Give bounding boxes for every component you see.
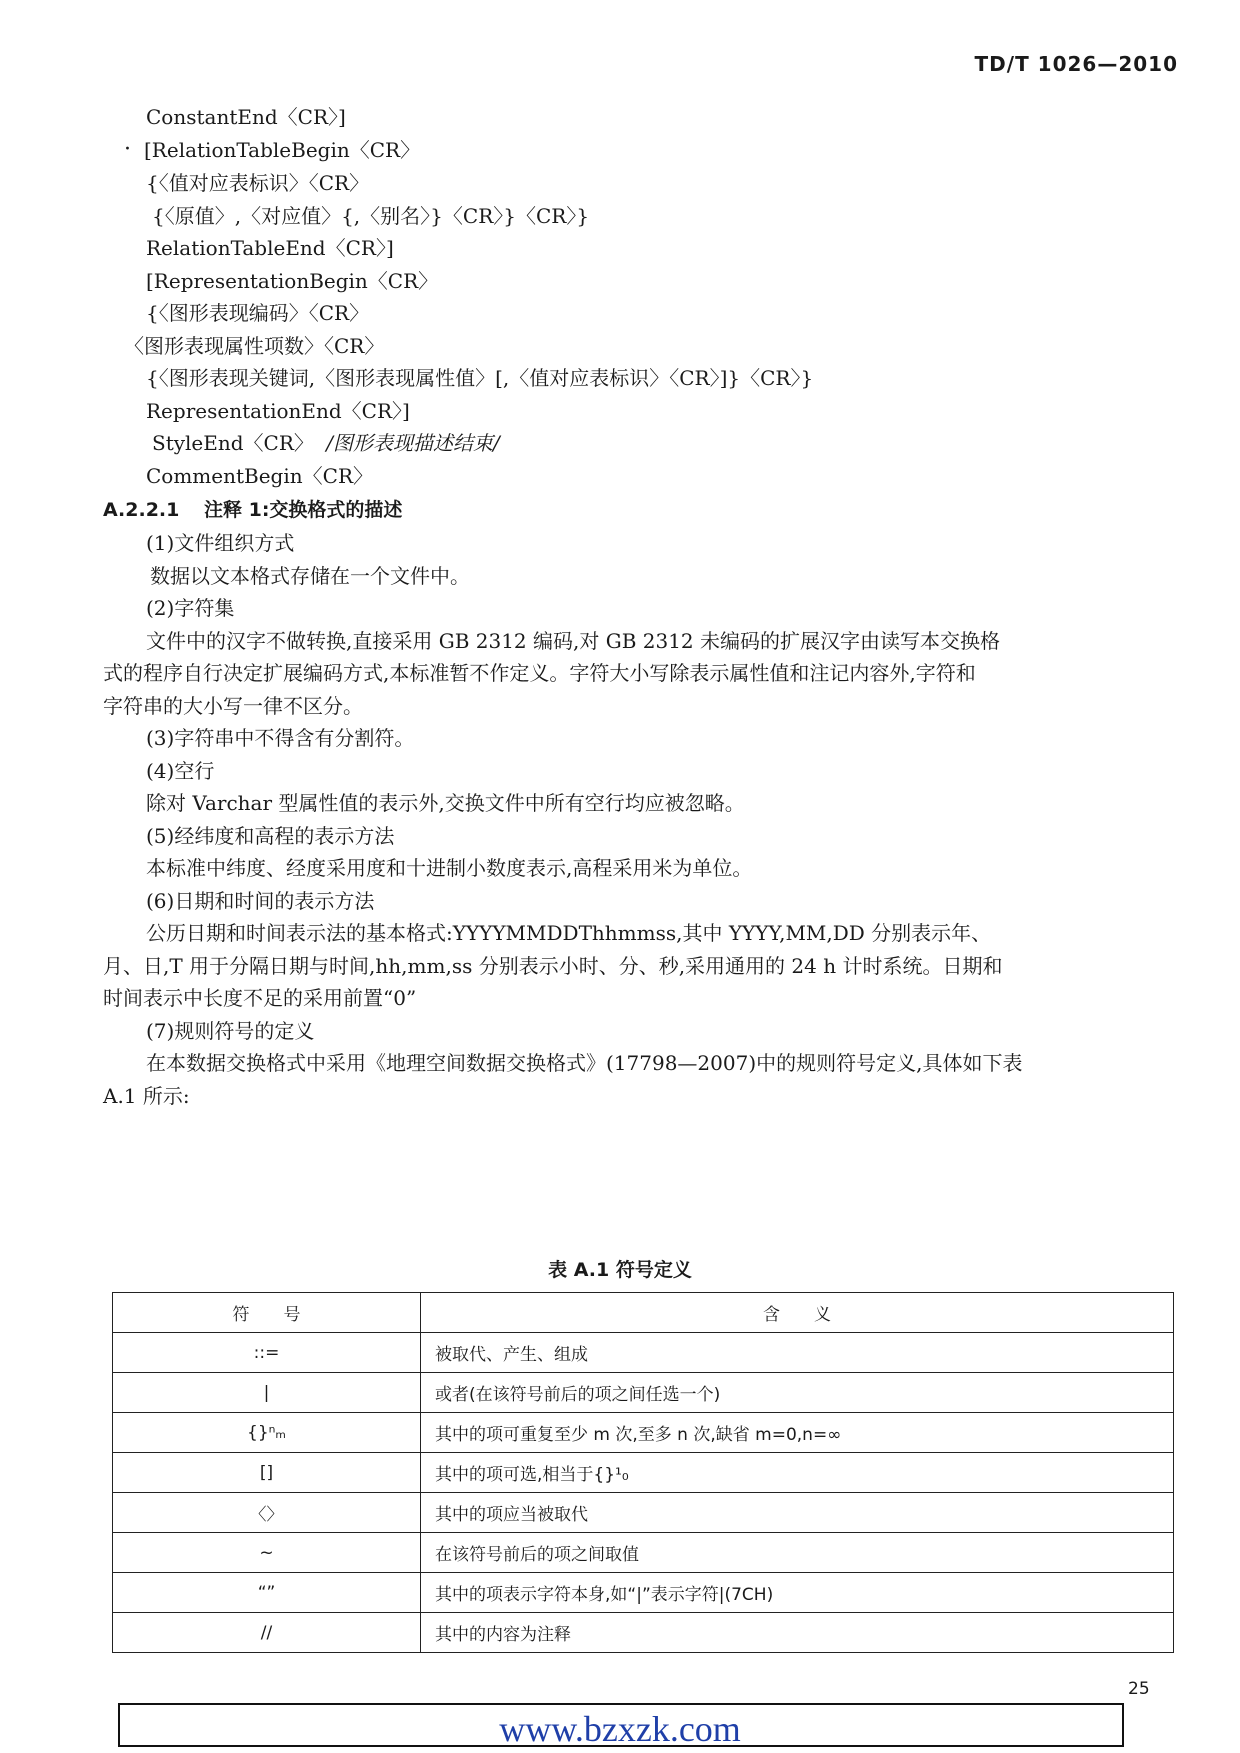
list-heading: (4)空行 bbox=[146, 759, 215, 783]
comment-begin-line: CommentBegin〈CR〉 bbox=[146, 464, 374, 488]
section-title: 注释 1:交换格式的描述 bbox=[204, 499, 403, 521]
section-number: A.2.2.1 bbox=[103, 499, 180, 521]
table-row bbox=[113, 1493, 1174, 1533]
code-line: ConstantEnd〈CR〉] bbox=[146, 105, 346, 129]
page-number: 25 bbox=[1128, 1679, 1150, 1699]
table-row bbox=[113, 1613, 1174, 1653]
style-end-code: StyleEnd〈CR〉 bbox=[152, 431, 314, 455]
code-line: 〈图形表现属性项数〉〈CR〉 bbox=[124, 334, 385, 358]
meaning-cell: 被取代、产生、组成 bbox=[421, 1333, 1174, 1373]
style-end-line bbox=[152, 430, 500, 456]
symbol-cell: “” bbox=[113, 1573, 421, 1613]
code-line: {〈图形表现编码〉〈CR〉 bbox=[146, 301, 370, 325]
code-line: {〈原值〉,〈对应值〉{,〈别名〉}〈CR〉}〈CR〉} bbox=[152, 204, 590, 228]
standard-number: TD/T 1026—2010 bbox=[974, 52, 1178, 76]
list-heading: (6)日期和时间的表示方法 bbox=[146, 889, 375, 913]
bullet-mark: · bbox=[124, 137, 131, 162]
list-heading: (7)规则符号的定义 bbox=[146, 1019, 315, 1043]
code-line: {〈值对应表标识〉〈CR〉 bbox=[146, 171, 370, 195]
table-row bbox=[113, 1533, 1174, 1573]
meaning-cell: 其中的项应当被取代 bbox=[421, 1493, 1174, 1533]
list-heading: (5)经纬度和高程的表示方法 bbox=[146, 824, 395, 848]
table-header-row bbox=[113, 1293, 1174, 1333]
symbol-cell: ::= bbox=[113, 1333, 421, 1373]
meaning-cell: 在该符号前后的项之间取值 bbox=[421, 1533, 1174, 1573]
code-line: RelationTableEnd〈CR〉] bbox=[146, 236, 394, 260]
table-row bbox=[113, 1413, 1174, 1453]
meaning-cell: 或者(在该符号前后的项之间任选一个) bbox=[421, 1373, 1174, 1413]
list-heading: (2)字符集 bbox=[146, 596, 235, 620]
code-line: [RepresentationBegin〈CR〉 bbox=[146, 269, 439, 293]
paragraph-line: 除对 Varchar 型属性值的表示外,交换文件中所有空行均应被忽略。 bbox=[146, 791, 745, 815]
code-line: [RelationTableBegin〈CR〉 bbox=[144, 138, 421, 162]
footer-url[interactable]: www.bzxzk.com bbox=[499, 1709, 741, 1749]
style-end-comment: /图形表现描述结束/ bbox=[326, 431, 500, 455]
table-row bbox=[113, 1573, 1174, 1613]
paragraph-line: 本标准中纬度、经度采用度和十进制小数度表示,高程采用米为单位。 bbox=[146, 856, 753, 880]
paragraph-line: A.1 所示: bbox=[103, 1084, 190, 1108]
paragraph-line: 月、日,T 用于分隔日期与时间,hh,mm,ss 分别表示小时、分、秒,采用通用的 24 h 计时系统。日期和 bbox=[103, 954, 1003, 978]
symbol-cell: [] bbox=[113, 1453, 421, 1493]
table-row bbox=[113, 1453, 1174, 1493]
meaning-cell: 其中的项可选,相当于{}¹₀ bbox=[421, 1453, 1174, 1493]
section-heading bbox=[103, 497, 402, 523]
paragraph-line: 字符串的大小写一律不区分。 bbox=[103, 694, 363, 718]
paragraph-line: 文件中的汉字不做转换,直接采用 GB 2312 编码,对 GB 2312 未编码的扩展汉字由读写本交换格 bbox=[146, 629, 1001, 653]
table-row bbox=[113, 1333, 1174, 1373]
column-header-meaning: 含 义 bbox=[421, 1293, 1174, 1333]
paragraph-line: 在本数据交换格式中采用《地理空间数据交换格式》(17798—2007)中的规则符号定义,具体如下表 bbox=[146, 1051, 1023, 1075]
meaning-cell: 其中的项可重复至少 m 次,至多 n 次,缺省 m=0,n=∞ bbox=[421, 1413, 1174, 1453]
meaning-cell: 其中的内容为注释 bbox=[421, 1613, 1174, 1653]
list-heading: (1)文件组织方式 bbox=[146, 531, 295, 555]
paragraph-line: 时间表示中长度不足的采用前置“0” bbox=[103, 986, 417, 1010]
code-line: RepresentationEnd〈CR〉] bbox=[146, 399, 410, 423]
paragraph-line: 式的程序自行决定扩展编码方式,本标准暂不作定义。字符大小写除表示属性值和注记内容外,字符和 bbox=[103, 661, 976, 685]
list-heading: (3)字符串中不得含有分割符。 bbox=[146, 726, 415, 750]
column-header-symbol: 符 号 bbox=[113, 1293, 421, 1333]
paragraph-line: 数据以文本格式存储在一个文件中。 bbox=[150, 564, 470, 588]
table-row bbox=[113, 1373, 1174, 1413]
symbol-cell: ~ bbox=[113, 1533, 421, 1573]
meaning-cell: 其中的项表示字符本身,如“|”表示字符|(7CH) bbox=[421, 1573, 1174, 1613]
symbol-cell: 〈〉 bbox=[113, 1493, 421, 1533]
symbol-cell: {}ⁿₘ bbox=[113, 1413, 421, 1453]
paragraph-line: 公历日期和时间表示法的基本格式:YYYYMMDDThhmmss,其中 YYYY,MM,DD 分别表示年、 bbox=[146, 921, 992, 945]
symbol-cell: // bbox=[113, 1613, 421, 1653]
symbol-table bbox=[112, 1292, 1174, 1653]
table-caption: 表 A.1 符号定义 bbox=[548, 1259, 692, 1281]
symbol-cell: | bbox=[113, 1373, 421, 1413]
code-line: {〈图形表现关键词,〈图形表现属性值〉[,〈值对应表标识〉〈CR〉]}〈CR〉} bbox=[146, 366, 814, 390]
